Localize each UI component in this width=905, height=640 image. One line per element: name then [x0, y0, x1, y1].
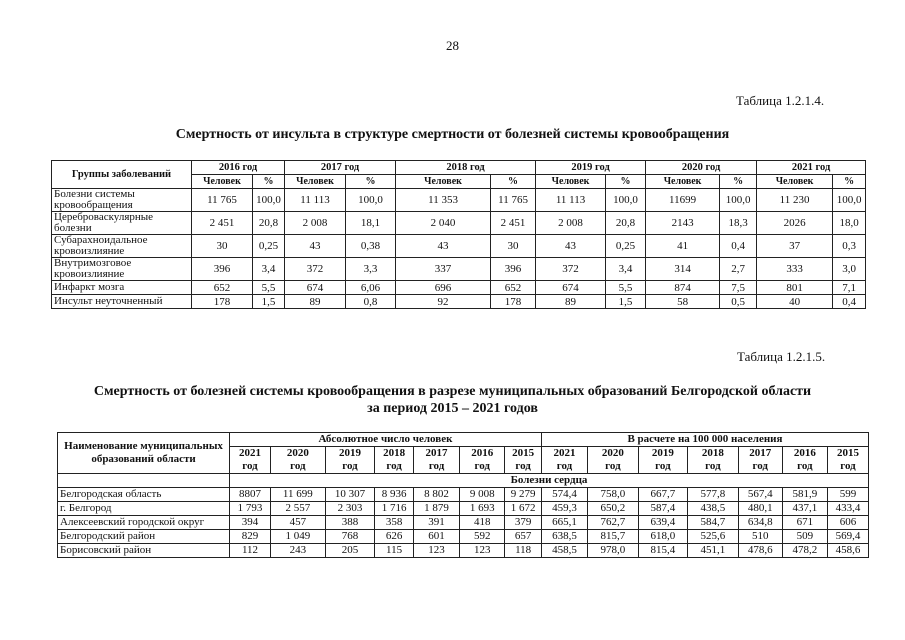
- year-number: 2021: [238, 447, 261, 459]
- group-name: Инфаркт мозга: [52, 281, 192, 295]
- cell: 674: [285, 281, 346, 295]
- cell: 509: [782, 530, 827, 544]
- cell: 58: [646, 295, 720, 309]
- year-header: [505, 447, 542, 474]
- cell: 3,4: [606, 258, 646, 281]
- cell: 652: [192, 281, 253, 295]
- percent-header: %: [253, 175, 285, 189]
- year-number: 2020: [286, 447, 309, 459]
- municipality-name: Борисовский район: [58, 544, 230, 558]
- table-row: [58, 544, 869, 558]
- per-100k-header: В расчете на 100 000 населения: [541, 433, 868, 447]
- year-number: 2018: [383, 447, 406, 459]
- cell: 433,4: [827, 502, 868, 516]
- cell: 696: [396, 281, 491, 295]
- cell: 6,06: [346, 281, 396, 295]
- group-header-row: [58, 433, 869, 447]
- year-header: 2018 год: [396, 161, 536, 175]
- cell: 762,7: [588, 516, 639, 530]
- cell: 457: [270, 516, 325, 530]
- year-number: 2015: [512, 447, 535, 459]
- cell: 567,4: [738, 488, 782, 502]
- table-row: [58, 516, 869, 530]
- percent-header: %: [346, 175, 396, 189]
- table-row: [58, 530, 869, 544]
- cell: 314: [646, 258, 720, 281]
- cell: 0,8: [346, 295, 396, 309]
- cell: 3,4: [253, 258, 285, 281]
- year-number: 2021: [553, 447, 576, 459]
- year-word: год: [605, 460, 621, 472]
- cell: 11 699: [270, 488, 325, 502]
- cell: 7,1: [833, 281, 866, 295]
- year-number: 2016: [471, 447, 494, 459]
- table-row: [52, 258, 866, 281]
- cell: 667,7: [638, 488, 687, 502]
- cell: 178: [192, 295, 253, 309]
- cell: 40: [757, 295, 833, 309]
- people-header: Человек: [646, 175, 720, 189]
- cell: 2 303: [325, 502, 374, 516]
- year-header: 2020 год: [646, 161, 757, 175]
- cell: 634,8: [738, 516, 782, 530]
- year-header: 2021 год: [757, 161, 866, 175]
- cell: 372: [285, 258, 346, 281]
- cell: 2 451: [192, 212, 253, 235]
- year-header-row: [52, 161, 866, 175]
- cell: 2143: [646, 212, 720, 235]
- year-number: 2017: [749, 447, 772, 459]
- cell: 394: [230, 516, 271, 530]
- cell: 100,0: [833, 189, 866, 212]
- cell: 618,0: [638, 530, 687, 544]
- group-name: Внутримозговое кровоизлияние: [52, 258, 192, 281]
- year-word: год: [290, 460, 306, 472]
- page-number: 28: [446, 38, 459, 53]
- year-number: 2018: [701, 447, 724, 459]
- cell: 1 716: [375, 502, 414, 516]
- cell: 657: [505, 530, 542, 544]
- year-header: [460, 447, 505, 474]
- cell: 1 879: [413, 502, 459, 516]
- year-header: [638, 447, 687, 474]
- section-row: [58, 474, 869, 488]
- table1-title: Смертность от инсульта в структуре смертности от болезней системы кровообращения: [175, 127, 730, 142]
- cell: 379: [505, 516, 542, 530]
- cell: 1 672: [505, 502, 542, 516]
- table2-title-line1: Смертность от болезней системы кровообращения в разрезе муниципальных образований Белгородской области: [93, 384, 812, 399]
- cell: 418: [460, 516, 505, 530]
- percent-header: %: [833, 175, 866, 189]
- cell: 0,5: [720, 295, 757, 309]
- year-header: [541, 447, 587, 474]
- cell: 18,0: [833, 212, 866, 235]
- cell: 18,3: [720, 212, 757, 235]
- cell: 626: [375, 530, 414, 544]
- year-word: год: [797, 460, 813, 472]
- percent-header: %: [720, 175, 757, 189]
- cell: 671: [782, 516, 827, 530]
- year-word: год: [752, 460, 768, 472]
- cell: 758,0: [588, 488, 639, 502]
- people-header: Человек: [757, 175, 833, 189]
- cell: 11 353: [396, 189, 491, 212]
- absolute-header: Абсолютное число человек: [230, 433, 542, 447]
- cell: 11 113: [285, 189, 346, 212]
- cell: 41: [646, 235, 720, 258]
- cell: 438,5: [688, 502, 739, 516]
- cell: 459,3: [541, 502, 587, 516]
- cell: 815,7: [588, 530, 639, 544]
- cell: 2 040: [396, 212, 491, 235]
- cell: 20,8: [606, 212, 646, 235]
- year-word: год: [705, 460, 721, 472]
- cell: 43: [396, 235, 491, 258]
- cell: 20,8: [253, 212, 285, 235]
- year-word: год: [655, 460, 671, 472]
- cell: 829: [230, 530, 271, 544]
- cell: 8807: [230, 488, 271, 502]
- cell: 2 557: [270, 502, 325, 516]
- cell: 0,3: [833, 235, 866, 258]
- cell: 2 008: [285, 212, 346, 235]
- cell: 11 765: [491, 189, 536, 212]
- stroke-mortality-table: [51, 160, 866, 309]
- cell: 639,4: [638, 516, 687, 530]
- cell: 3,0: [833, 258, 866, 281]
- municipality-name: Белгородский район: [58, 530, 230, 544]
- year-number: 2020: [601, 447, 624, 459]
- people-header: Человек: [285, 175, 346, 189]
- cell: 205: [325, 544, 374, 558]
- cell: 606: [827, 516, 868, 530]
- cell: 0,25: [606, 235, 646, 258]
- cell: 2 008: [536, 212, 606, 235]
- municipality-header: Наименование муниципальных образований области: [58, 433, 230, 474]
- cell: 592: [460, 530, 505, 544]
- cell: 2 451: [491, 212, 536, 235]
- cell: 9 008: [460, 488, 505, 502]
- cell: 587,4: [638, 502, 687, 516]
- year-header: [738, 447, 782, 474]
- cell: 2,7: [720, 258, 757, 281]
- cell: 2026: [757, 212, 833, 235]
- table-row: [52, 295, 866, 309]
- section-title: Болезни сердца: [230, 474, 869, 488]
- cell: 112: [230, 544, 271, 558]
- cell: 92: [396, 295, 491, 309]
- cell: 584,7: [688, 516, 739, 530]
- cell: 89: [285, 295, 346, 309]
- year-word: год: [386, 460, 402, 472]
- cell: 372: [536, 258, 606, 281]
- table-row: [52, 281, 866, 295]
- cell: 11 113: [536, 189, 606, 212]
- cell: 0,25: [253, 235, 285, 258]
- percent-header: %: [606, 175, 646, 189]
- cell: 650,2: [588, 502, 639, 516]
- group-name: Цереброваскулярные болезни: [52, 212, 192, 235]
- cell: 11699: [646, 189, 720, 212]
- table-row: [58, 488, 869, 502]
- cell: 30: [491, 235, 536, 258]
- year-header: [688, 447, 739, 474]
- cell: 478,2: [782, 544, 827, 558]
- cell: 480,1: [738, 502, 782, 516]
- cell: 768: [325, 530, 374, 544]
- year-word: год: [428, 460, 445, 472]
- cell: 30: [192, 235, 253, 258]
- cell: 1 793: [230, 502, 271, 516]
- cell: 5,5: [606, 281, 646, 295]
- cell: 665,1: [541, 516, 587, 530]
- table2-label: Таблица 1.2.1.5.: [737, 349, 826, 364]
- cell: 581,9: [782, 488, 827, 502]
- year-number: 2019: [339, 447, 361, 459]
- cell: 1,5: [253, 295, 285, 309]
- cell: 37: [757, 235, 833, 258]
- cell: 396: [491, 258, 536, 281]
- cell: 100,0: [346, 189, 396, 212]
- year-header: [325, 447, 374, 474]
- cell: 574,4: [541, 488, 587, 502]
- cell: 801: [757, 281, 833, 295]
- cell: 652: [491, 281, 536, 295]
- year-number: 2016: [793, 447, 816, 459]
- cell: 43: [536, 235, 606, 258]
- year-header: [270, 447, 325, 474]
- year-header: [230, 447, 271, 474]
- cell: 7,5: [720, 281, 757, 295]
- cell: 5,5: [253, 281, 285, 295]
- cell: 8 936: [375, 488, 414, 502]
- cell: 458,6: [827, 544, 868, 558]
- table-row: [52, 189, 866, 212]
- cell: 599: [827, 488, 868, 502]
- cell: 458,5: [541, 544, 587, 558]
- cell: 10 307: [325, 488, 374, 502]
- group-header: Группы заболеваний: [52, 161, 192, 189]
- cell: 391: [413, 516, 459, 530]
- cell: 100,0: [253, 189, 285, 212]
- table-row: [52, 235, 866, 258]
- cell: 123: [413, 544, 459, 558]
- municipality-name: Алексеевский городской округ: [58, 516, 230, 530]
- year-header: [588, 447, 639, 474]
- cell: 451,1: [688, 544, 739, 558]
- year-word: год: [515, 460, 531, 472]
- cell: 1 049: [270, 530, 325, 544]
- year-header: [827, 447, 868, 474]
- table-row: [52, 212, 866, 235]
- cell: 978,0: [588, 544, 639, 558]
- people-header: Человек: [396, 175, 491, 189]
- year-header: 2017 год: [285, 161, 396, 175]
- cell: 178: [491, 295, 536, 309]
- cell: 569,4: [827, 530, 868, 544]
- cell: 11 765: [192, 189, 253, 212]
- year-number: 2019: [651, 447, 674, 459]
- cell: 601: [413, 530, 459, 544]
- cell: 358: [375, 516, 414, 530]
- section-blank: [58, 474, 230, 488]
- year-word: год: [242, 460, 258, 472]
- table-row: [58, 502, 869, 516]
- year-header: [375, 447, 414, 474]
- cell: 0,4: [720, 235, 757, 258]
- cell: 0,38: [346, 235, 396, 258]
- cell: 1,5: [606, 295, 646, 309]
- year-word: год: [556, 460, 573, 472]
- cell: 388: [325, 516, 374, 530]
- cell: 43: [285, 235, 346, 258]
- cell: 123: [460, 544, 505, 558]
- cell: 337: [396, 258, 491, 281]
- cell: 100,0: [606, 189, 646, 212]
- cell: 510: [738, 530, 782, 544]
- cell: 0,4: [833, 295, 866, 309]
- cell: 437,1: [782, 502, 827, 516]
- cell: 3,3: [346, 258, 396, 281]
- year-word: год: [474, 460, 490, 472]
- year-number: 2017: [425, 447, 448, 459]
- percent-header: %: [491, 175, 536, 189]
- year-number: 2015: [836, 447, 859, 459]
- cell: 638,5: [541, 530, 587, 544]
- cell: 115: [375, 544, 414, 558]
- cell: 1 693: [460, 502, 505, 516]
- people-header: Человек: [536, 175, 606, 189]
- cell: 525,6: [688, 530, 739, 544]
- year-header: 2019 год: [536, 161, 646, 175]
- year-word: год: [840, 460, 856, 472]
- cell: 89: [536, 295, 606, 309]
- cell: 11 230: [757, 189, 833, 212]
- cell: 333: [757, 258, 833, 281]
- cell: 8 802: [413, 488, 459, 502]
- cell: 577,8: [688, 488, 739, 502]
- group-name: Инсульт неуточненный: [52, 295, 192, 309]
- cell: 815,4: [638, 544, 687, 558]
- year-header: [413, 447, 459, 474]
- cell: 396: [192, 258, 253, 281]
- group-name: Субарахноидальное кровоизлияние: [52, 235, 192, 258]
- table2-title-line2: за период 2015 – 2021 годов: [367, 401, 538, 416]
- cell: 243: [270, 544, 325, 558]
- year-header: 2016 год: [192, 161, 285, 175]
- municipality-name: Белгородская область: [58, 488, 230, 502]
- table1-label: Таблица 1.2.1.4.: [736, 93, 825, 108]
- group-name: Болезни системы кровообращения: [52, 189, 192, 212]
- people-header: Человек: [192, 175, 253, 189]
- cell: 478,6: [738, 544, 782, 558]
- year-word: год: [342, 460, 358, 472]
- municipality-name: г. Белгород: [58, 502, 230, 516]
- cell: 100,0: [720, 189, 757, 212]
- cell: 874: [646, 281, 720, 295]
- cell: 9 279: [505, 488, 542, 502]
- cell: 18,1: [346, 212, 396, 235]
- cell: 118: [505, 544, 542, 558]
- municipal-mortality-table: [57, 432, 869, 558]
- cell: 674: [536, 281, 606, 295]
- year-header: [782, 447, 827, 474]
